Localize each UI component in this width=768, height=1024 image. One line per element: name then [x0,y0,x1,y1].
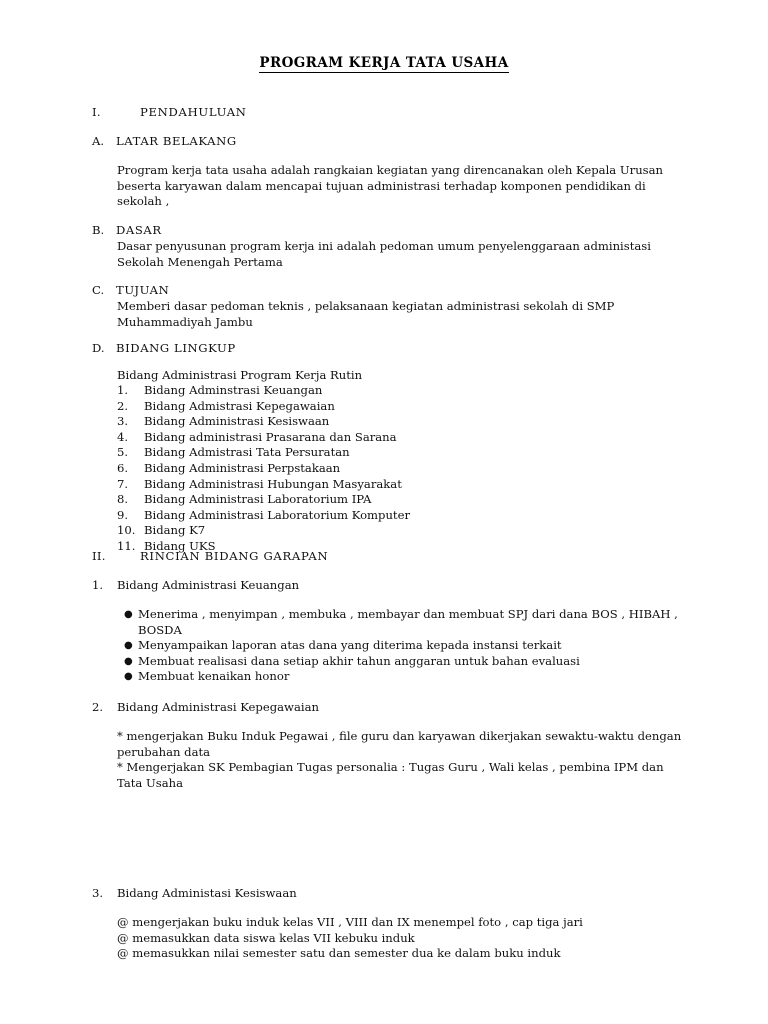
heading-section-two-label: RINCIAN BIDANG GARAPAN [140,549,329,563]
heading-item-kepegawaian [92,700,692,716]
heading-item-kepegawaian-label: Bidang Administrasi Kepegawaian [117,700,319,714]
heading-latar-belakang-label: LATAR BELAKANG [116,134,237,148]
at-sign-icon: @ [117,915,129,929]
symbol-list-item [117,915,692,931]
heading-section-one-marker: I. [92,105,101,119]
heading-latar-belakang [92,134,692,150]
heading-dasar-label: DASAR [116,223,162,237]
symbol-list-item-text: mengerjakan buku induk kelas VII , VIII dan IX menempel foto , cap tiga jari [128,915,583,929]
list-item-number: 4. [117,429,129,444]
heading-item-kepegawaian-number: 2. [92,700,104,714]
page-title [0,55,768,73]
list-item-label: Bidang Adminstrasi Keuangan [144,383,323,397]
symbol-list-item [117,729,692,760]
bullet-list-item [124,638,684,654]
paragraph-latar-belakang: Program kerja tata usaha adalah rangkaian kegiatan yang direncanakan oleh Kepala Urusan beserta karyawan dalam mencapai tujuan administrasi terhadap komponen pendidikan di sekolah , [117,163,664,209]
heading-dasar-marker: B. [92,223,105,237]
list-item-number: 6. [117,460,129,475]
symbol-list-item-text: mengerjakan Buku Induk Pegawai , file guru dan karyawan dikerjakan sewaktu-waktu dengan perubahan data [117,729,682,759]
kesiswaan-at-list [117,915,692,962]
list-item-number: 1. [117,383,129,397]
list-item-number: 7. [117,476,129,491]
bullet-list-item-text: Menerima , menyimpan , membuka , membayar dan membuat SPJ dari dana BOS , HIBAH , BOSDA [138,607,678,637]
paragraph-tujuan: Memberi dasar pedoman teknis , pelaksanaan kegiatan administrasi sekolah di SMP Muhammadiyah Jambu [117,299,615,329]
bidang-lingkup-intro: Bidang Administrasi Program Kerja Rutin [117,368,363,382]
list-item [117,414,677,430]
list-item-label: Bidang Administrasi Perpstakaan [144,460,341,475]
list-item-label: Bidang Administrasi Laboratorium Komputer [144,507,410,522]
list-item-number: 5. [117,445,129,460]
heading-section-one-label: PENDAHULUAN [140,105,247,119]
list-item [117,383,677,399]
list-item-label: Bidang Administrasi Laboratorium IPA [144,492,372,507]
kepegawaian-star-list [117,729,692,791]
asterisk-icon: * [117,760,123,775]
symbol-list-item-text: memasukkan nilai semester satu dan semester dua ke dalam buku induk [128,946,561,961]
bullet-list-item-text: Menyampaikan laporan atas dana yang diterima kepada instansi terkait [138,638,562,653]
list-item-label: Bidang UKS [144,538,216,553]
bullet-list-item-text: Membuat realisasi dana setiap akhir tahun anggaran untuk bahan evaluasi [138,653,580,668]
bullet-point-icon: ● [124,671,133,683]
heading-item-keuangan [92,578,692,594]
symbol-list-item [117,931,692,947]
page-title-text: PROGRAM KERJA TATA USAHA [259,55,508,73]
heading-item-kesiswaan-label: Bidang Administasi Kesiswaan [117,886,297,900]
keuangan-bullet-list [124,607,684,685]
heading-section-one [92,105,692,121]
bullet-list-item [124,669,684,685]
list-item [117,508,677,524]
heading-tujuan-marker: C. [92,283,105,297]
heading-item-keuangan-label: Bidang Administrasi Keuangan [117,578,300,592]
list-item [117,445,677,461]
heading-bidang-lingkup-marker: D. [92,341,105,355]
at-sign-icon: @ [117,930,129,945]
heading-bidang-lingkup-label: BIDANG LINGKUP [116,341,236,355]
heading-section-two [92,549,692,565]
bullet-list-item [124,654,684,670]
heading-item-kesiswaan-number: 3. [92,886,104,900]
bidang-lingkup-list [117,383,677,555]
paragraph-dasar: Dasar penyusunan program kerja ini adalah pedoman umum penyelenggaraan administasi Sekolah Menengah Pertama [117,239,651,269]
list-item [117,430,677,446]
list-item-label: Bidang Admistrasi Kepegawaian [144,398,335,413]
symbol-list-item [117,760,692,791]
bullet-list-item [124,607,684,638]
list-item-label: Bidang administrasi Prasarana dan Sarana [144,429,397,444]
list-item-number: 8. [117,492,129,507]
heading-tujuan-label: TUJUAN [116,283,170,297]
heading-dasar [92,223,692,239]
heading-bidang-lingkup [92,341,692,357]
list-item-number: 11. [117,538,136,553]
list-item-label: Bidang Administrasi Kesiswaan [144,414,330,429]
list-item-number: 3. [117,414,129,429]
list-item [117,477,677,493]
asterisk-icon: * [117,729,123,743]
bullet-point-icon: ● [124,655,133,667]
bullet-list-item-text: Membuat kenaikan honor [138,669,290,684]
list-item-number: 9. [117,507,129,522]
symbol-list-item [117,946,692,962]
heading-latar-belakang-marker: A. [92,134,105,148]
heading-tujuan [92,283,692,299]
symbol-list-item-text: memasukkan data siswa kelas VII kebuku induk [128,930,415,945]
list-item-label: Bidang K7 [144,523,206,538]
bullet-point-icon: ● [124,609,133,620]
heading-section-two-marker: II. [92,549,106,563]
list-item-label: Bidang Admistrasi Tata Persuratan [144,445,350,460]
heading-item-kesiswaan [92,886,692,902]
heading-item-keuangan-number: 1. [92,578,104,592]
list-item-number: 2. [117,398,129,413]
list-item [117,399,677,415]
bullet-point-icon: ● [124,640,133,652]
symbol-list-item-text: Mengerjakan SK Pembagian Tugas personalia : Tugas Guru , Wali kelas , pembina IPM dan Tata Usaha [117,760,664,790]
list-item [117,523,677,539]
at-sign-icon: @ [117,946,129,961]
list-item-number: 10. [117,523,136,538]
list-item [117,461,677,477]
list-item-label: Bidang Administrasi Hubungan Masyarakat [144,476,402,491]
list-item [117,492,677,508]
